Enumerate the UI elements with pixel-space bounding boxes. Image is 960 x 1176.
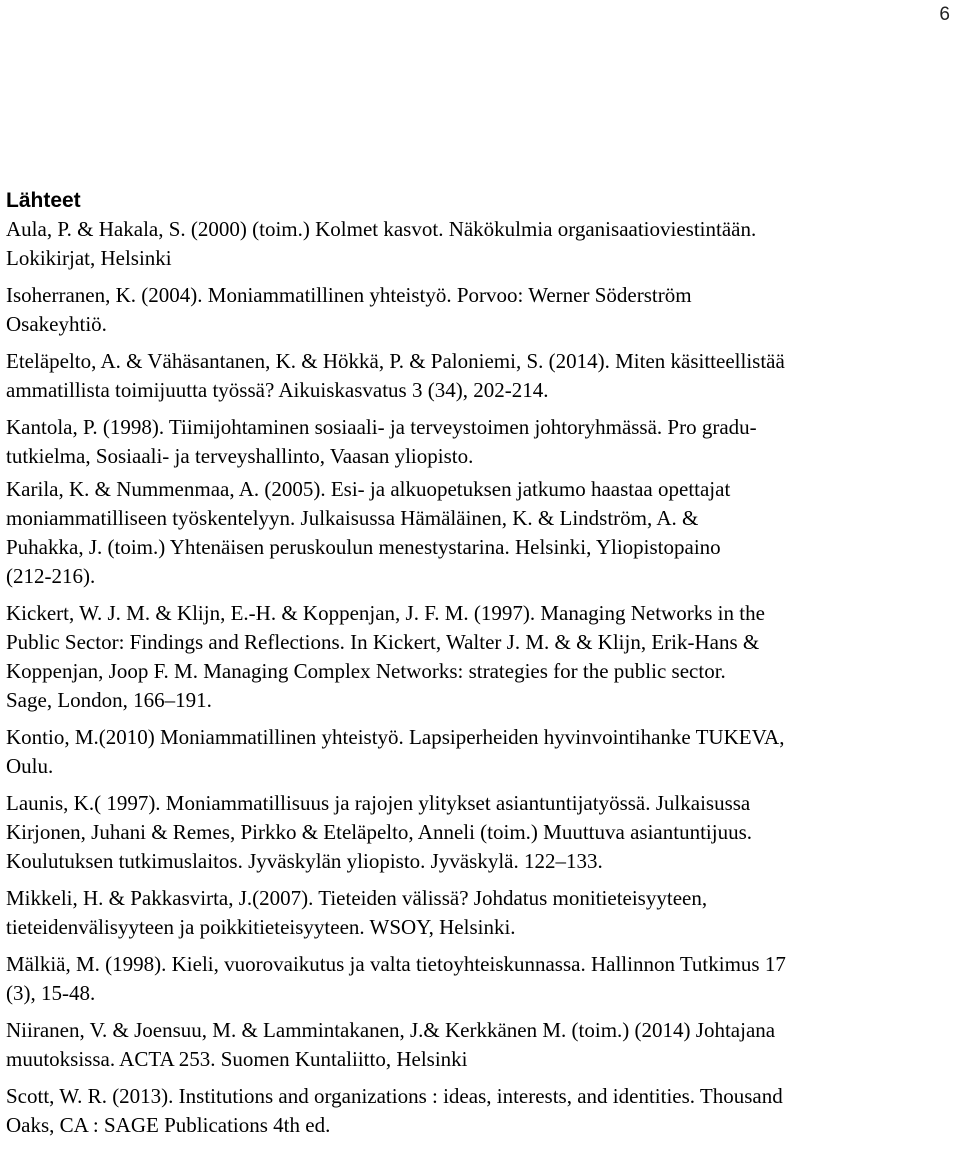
reference-line: Mälkiä, M. (1998). Kieli, vuorovaikutus ja valta tietoyhteiskunnassa. Hallinnon Tutkimus 17 (6, 952, 786, 976)
reference-line: (212-216). (6, 564, 96, 588)
reference-line: ammatillista toimijuutta työssä? Aikuiskasvatus 3 (34), 202-214. (6, 378, 549, 402)
reference-entry (6, 1016, 952, 1074)
reference-line: Karila, K. & Nummenmaa, A. (2005). Esi- ja alkuopetuksen jatkumo haastaa opettajat (6, 477, 731, 501)
reference-line: (3), 15-48. (6, 981, 96, 1005)
reference-entry (6, 723, 952, 781)
reference-line: Osakeyhtiö. (6, 312, 107, 336)
reference-line: Sage, London, 166–191. (6, 688, 212, 712)
reference-entry (6, 475, 952, 591)
reference-line: Scott, W. R. (2013). Institutions and organizations : ideas, interests, and identities. Thousand (6, 1084, 783, 1108)
reference-line: tutkielma, Sosiaali- ja terveyshallinto, Vaasan yliopisto. (6, 444, 474, 468)
reference-entry (6, 599, 952, 715)
page-number: 6 (939, 4, 950, 25)
reference-entry (6, 950, 952, 1008)
reference-line: Kontio, M.(2010) Moniammatillinen yhteistyö. Lapsiperheiden hyvinvointihanke TUKEVA, (6, 725, 785, 749)
reference-line: muutoksissa. ACTA 253. Suomen Kuntaliitto, Helsinki (6, 1047, 468, 1071)
reference-line: Koppenjan, Joop F. M. Managing Complex Networks: strategies for the public sector. (6, 659, 726, 683)
reference-entry (6, 789, 952, 876)
reference-line: Mikkeli, H. & Pakkasvirta, J.(2007). Tieteiden välissä? Johdatus monitieteisyyteen, (6, 886, 708, 910)
reference-line: moniammatilliseen työskentelyyn. Julkaisussa Hämäläinen, K. & Lindström, A. & (6, 506, 699, 530)
reference-line: Koulutuksen tutkimuslaitos. Jyväskylän yliopisto. Jyväskylä. 122–133. (6, 849, 603, 873)
reference-line: Aula, P. & Hakala, S. (2000) (toim.) Kolmet kasvot. Näkökulmia organisaatioviestintään. (6, 217, 757, 241)
reference-line: Kirjonen, Juhani & Remes, Pirkko & Eteläpelto, Anneli (toim.) Muuttuva asiantuntijuus. (6, 820, 752, 844)
references-heading: Lähteet (6, 189, 81, 212)
reference-entry (6, 347, 952, 405)
reference-line: Oaks, CA : SAGE Publications 4th ed. (6, 1113, 331, 1137)
reference-line: Public Sector: Findings and Reflections. In Kickert, Walter J. M. & & Klijn, Erik-Hans & (6, 630, 760, 654)
reference-line: Kantola, P. (1998). Tiimijohtaminen sosiaali- ja terveystoimen johtoryhmässä. Pro gradu- (6, 415, 757, 439)
reference-line: Niiranen, V. & Joensuu, M. & Lammintakanen, J.& Kerkkänen M. (toim.) (2014) Johtajana (6, 1018, 776, 1042)
reference-entry (6, 884, 952, 942)
reference-entry (6, 1082, 952, 1140)
reference-list (6, 215, 952, 1140)
reference-line: Kickert, W. J. M. & Klijn, E.-H. & Koppenjan, J. F. M. (1997). Managing Networks in the (6, 601, 765, 625)
reference-line: tieteidenvälisyyteen ja poikkitieteisyyteen. WSOY, Helsinki. (6, 915, 516, 939)
reference-line: Lokikirjat, Helsinki (6, 246, 172, 270)
reference-entry (6, 215, 952, 273)
reference-line: Eteläpelto, A. & Vähäsantanen, K. & Hökkä, P. & Paloniemi, S. (2014). Miten käsitteellistää (6, 349, 785, 373)
reference-entry (6, 281, 952, 339)
reference-entry (6, 413, 952, 471)
reference-line: Launis, K.( 1997). Moniammatillisuus ja rajojen ylitykset asiantuntijatyössä. Julkaisussa (6, 791, 751, 815)
references-section (6, 186, 952, 1148)
reference-line: Isoherranen, K. (2004). Moniammatillinen yhteistyö. Porvoo: Werner Söderström (6, 283, 692, 307)
reference-line: Oulu. (6, 754, 54, 778)
reference-line: Puhakka, J. (toim.) Yhtenäisen peruskoulun menestystarina. Helsinki, Yliopistopaino (6, 535, 721, 559)
